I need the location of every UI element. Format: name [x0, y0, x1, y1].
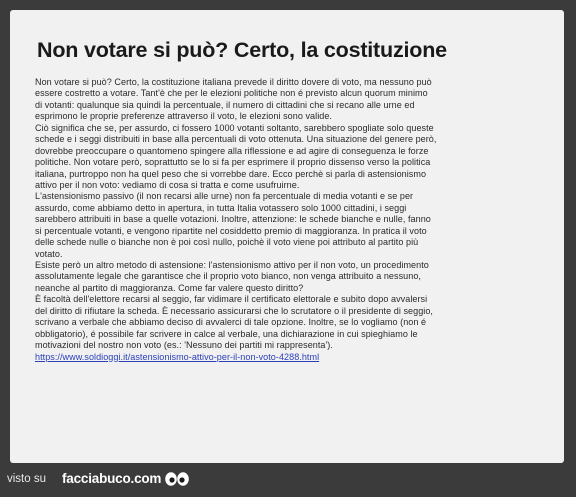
source-link[interactable]: https://www.soldioggi.it/astensionismo-attivo-per-il-non-voto-4288.html: [35, 351, 320, 362]
body-line: È facoltà dell'elettore recarsi al seggio, far vidimare il certificato elettorale e subito dopo avvalersi: [35, 294, 428, 305]
body-line: italiana, purtroppo non ha quel peso che si vorrebbe dare. Ecco perchè si parla di astensionismo: [35, 168, 427, 179]
brand-name[interactable]: facciabuco.com: [62, 471, 162, 486]
body-line: politiche. Non votare però, soprattutto se lo si fa per esprimere il proprio dissenso verso la politica: [35, 157, 431, 168]
body-line: attivo per il non voto: vediamo di cosa si tratta e come usufruirne.: [35, 179, 300, 190]
body-line: neanche al partito di maggioranza. Come far valere questo diritto?: [35, 282, 304, 293]
body-line: sarebbero attribuiti in base a quelle votazioni. Inoltre, attenzione: le schede bianche e nulle, fanno: [35, 214, 431, 225]
body-line: di votanti: qualunque sia quindi la percentuale, il numero di cittadini che si recano alle urne ed: [35, 99, 415, 110]
body-line: assurdo, come abbiamo detto in apertura, in tutta Italia votassero solo 1000 cittadini, i seggi: [35, 202, 407, 213]
body-line: schede e i seggi distribuiti in base alla percentuali di voto ottenuta. Una situazione del genere però,: [35, 134, 437, 145]
document-card: [10, 10, 564, 463]
body-line: Non votare si può? Certo, la costituzione italiana prevede il diritto dovere di voto, ma nessuno può: [35, 77, 432, 87]
source-link-line: [35, 352, 542, 363]
body-line: L'astensionismo passivo (il non recarsi alle urne) non fa percentuale di media votanti e se per: [35, 191, 414, 202]
body-line: votato.: [35, 248, 63, 259]
body-line: Ciò significa che se, per assurdo, ci fossero 1000 votanti soltanto, sarebbero spogliate solo queste: [35, 122, 434, 133]
document-title: Non votare si può? Certo, la costituzione: [37, 38, 447, 62]
body-line: motivazioni del nostro non voto (es.: 'Nessuno dei partiti mi rappresenta').: [35, 340, 333, 351]
body-line: obbligatorio), é possibile far scrivere in calce al verbale, una dichiarazione in cui spieghiamo le: [35, 328, 418, 339]
body-line: Esiste però un altro metodo di astensione: l'astensionismo attivo per il non voto, un procedimento: [35, 260, 429, 270]
footer-bar: [0, 463, 576, 497]
body-line: dovrebbe preoccupare o quantomeno spingere alla riflessione e ad agire di conseguenza le forze: [35, 145, 429, 156]
body-line: assolutamente legale che garantisce che il proprio voto bianco, non venga attribuito a nessuno,: [35, 271, 421, 282]
body-line: scrivano a verbale che abbiamo deciso di avvalerci di tale opzione. Inoltre, se lo vogliamo (non é: [35, 317, 427, 328]
document-body: [35, 77, 542, 363]
body-line: si percentuale votanti, e vengono ripartite nel cosiddetto premio di maggioranza. In pratica il voto: [35, 225, 427, 236]
body-line: del diritto di rifiutare la scheda. È necessario assicurarsi che lo scrutatore o il presidente di seggio,: [35, 305, 433, 316]
visto-su-label: visto su: [7, 473, 46, 485]
body-line: esprimono le proprie preferenze attraverso il voto, le elezioni sono valide.: [35, 111, 332, 122]
body-line: delle schede nulle o bianche non è poi così nullo, poichè il voto viene poi attributo al partito più: [35, 237, 419, 248]
facciabuco-logo-icon: [164, 469, 190, 489]
body-line: essere costretto a votare. Tant'è che per le elezioni politiche non é previsto alcun quorum minimo: [35, 88, 428, 99]
